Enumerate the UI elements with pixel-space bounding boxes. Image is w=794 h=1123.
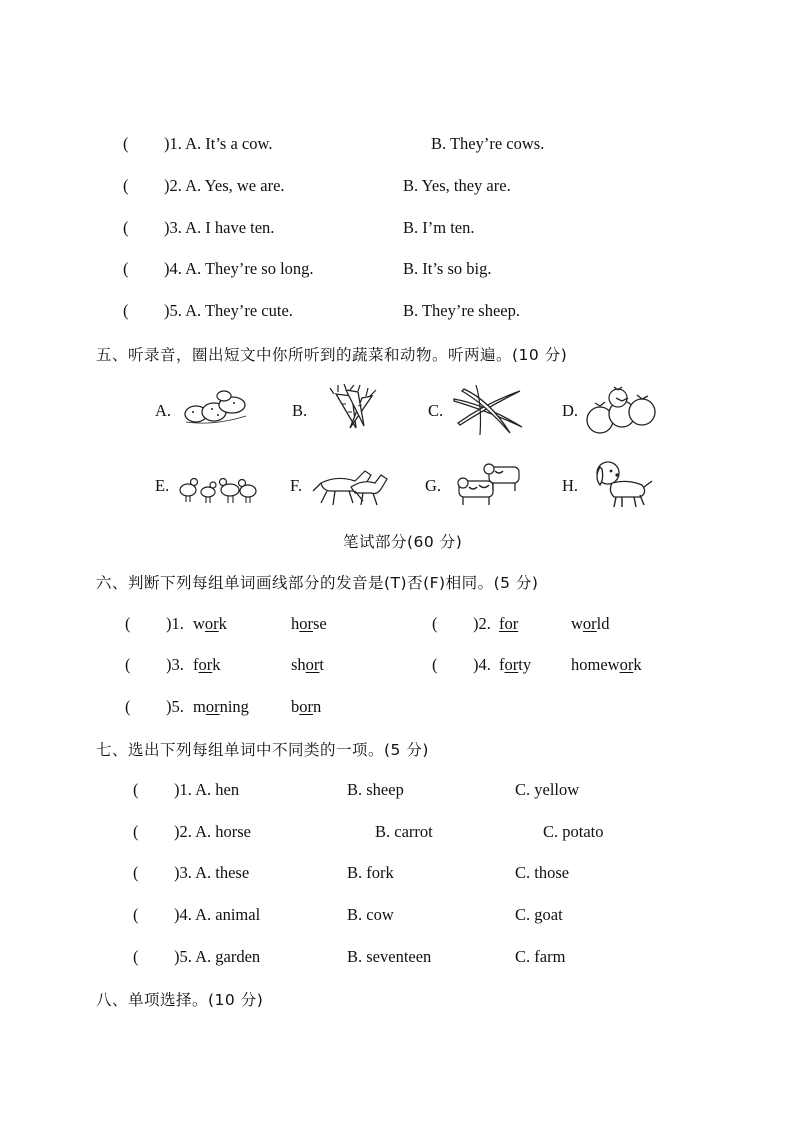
question-option-b: B. It’s so big. bbox=[403, 259, 492, 278]
answer-paren: ( bbox=[125, 614, 131, 633]
question-number: )5. bbox=[166, 697, 184, 716]
picture-label: H. bbox=[562, 476, 579, 495]
picture-label: C. bbox=[428, 401, 444, 420]
question-option-c: C. goat bbox=[515, 905, 563, 924]
answer-paren: ( bbox=[125, 655, 131, 674]
cows-icon bbox=[455, 461, 527, 507]
answer-paren: ( bbox=[123, 259, 129, 278]
answer-paren: ( bbox=[123, 218, 129, 237]
question-option-b: B. seventeen bbox=[347, 947, 432, 966]
answer-paren: ( bbox=[123, 301, 129, 320]
question-option-c: C. yellow bbox=[515, 780, 580, 799]
answer-paren: ( bbox=[123, 176, 129, 195]
question-number: )3. bbox=[166, 655, 184, 674]
word-2: homework bbox=[571, 655, 642, 674]
picture-label: G. bbox=[425, 476, 442, 495]
picture-label: E. bbox=[155, 476, 170, 495]
question-option-b: B. Yes, they are. bbox=[403, 176, 511, 195]
question-option-b: B. carrot bbox=[375, 822, 433, 841]
question-option-a: )4. A. animal bbox=[174, 905, 261, 924]
question-option-a: )1. A. It’s a cow. bbox=[164, 134, 273, 153]
written-part-heading: 笔试部分(60 分) bbox=[343, 533, 463, 551]
answer-paren: ( bbox=[133, 863, 139, 882]
question-option-b: B. fork bbox=[347, 863, 394, 882]
picture-label: F. bbox=[290, 476, 302, 495]
question-option-a: )5. A. garden bbox=[174, 947, 261, 966]
answer-paren: ( bbox=[123, 134, 129, 153]
answer-paren: ( bbox=[432, 614, 438, 633]
word-2: horse bbox=[291, 614, 327, 633]
question-option-c: C. farm bbox=[515, 947, 566, 966]
answer-paren: ( bbox=[133, 780, 139, 799]
answer-paren: ( bbox=[133, 822, 139, 841]
potatoes-icon bbox=[184, 388, 250, 428]
word-1: morning bbox=[193, 697, 249, 716]
picture-label: B. bbox=[292, 401, 308, 420]
section6-title: 六、判断下列每组单词画线部分的发音是(T)否(F)相同。(5 分) bbox=[96, 574, 539, 592]
tomatoes-icon bbox=[584, 386, 658, 436]
question-option-a: )3. A. I have ten. bbox=[164, 218, 275, 237]
answer-paren: ( bbox=[125, 697, 131, 716]
answer-paren: ( bbox=[133, 947, 139, 966]
section8-title: 八、单项选择。(10 分) bbox=[96, 991, 264, 1009]
question-option-b: B. cow bbox=[347, 905, 394, 924]
picture-label: D. bbox=[562, 401, 579, 420]
question-option-b: B. sheep bbox=[347, 780, 404, 799]
question-option-c: C. potato bbox=[543, 822, 604, 841]
question-option-a: )5. A. They’re cute. bbox=[164, 301, 293, 320]
question-option-a: )4. A. They’re so long. bbox=[164, 259, 314, 278]
question-option-b: B. I’m ten. bbox=[403, 218, 475, 237]
word-1: fork bbox=[193, 655, 221, 674]
horses-icon bbox=[311, 461, 391, 509]
question-option-b: B. They’re sheep. bbox=[403, 301, 520, 320]
question-option-a: )2. A. Yes, we are. bbox=[164, 176, 285, 195]
question-option-b: B. They’re cows. bbox=[431, 134, 545, 153]
green-beans-icon bbox=[450, 383, 526, 437]
answer-paren: ( bbox=[133, 905, 139, 924]
word-2: world bbox=[571, 614, 610, 633]
question-number: )1. bbox=[166, 614, 184, 633]
word-1: forty bbox=[499, 655, 532, 674]
word-1: for bbox=[499, 614, 519, 633]
word-1: work bbox=[193, 614, 227, 633]
question-option-c: C. those bbox=[515, 863, 570, 882]
hens-icon bbox=[178, 470, 258, 506]
word-2: short bbox=[291, 655, 325, 674]
section5-title: 五、听录音，圈出短文中你所听到的蔬菜和动物。听两遍。(10 分) bbox=[96, 346, 568, 364]
question-option-a: )1. A. hen bbox=[174, 780, 240, 799]
question-option-a: )3. A. these bbox=[174, 863, 250, 882]
question-number: )4. bbox=[473, 655, 491, 674]
dog-icon bbox=[592, 459, 654, 511]
section7-title: 七、选出下列每组单词中不同类的一项。(5 分) bbox=[96, 741, 429, 759]
word-2: born bbox=[291, 697, 322, 716]
carrots-icon bbox=[326, 384, 382, 434]
answer-paren: ( bbox=[432, 655, 438, 674]
picture-label: A. bbox=[155, 401, 172, 420]
question-option-a: )2. A. horse bbox=[174, 822, 251, 841]
question-number: )2. bbox=[473, 614, 491, 633]
